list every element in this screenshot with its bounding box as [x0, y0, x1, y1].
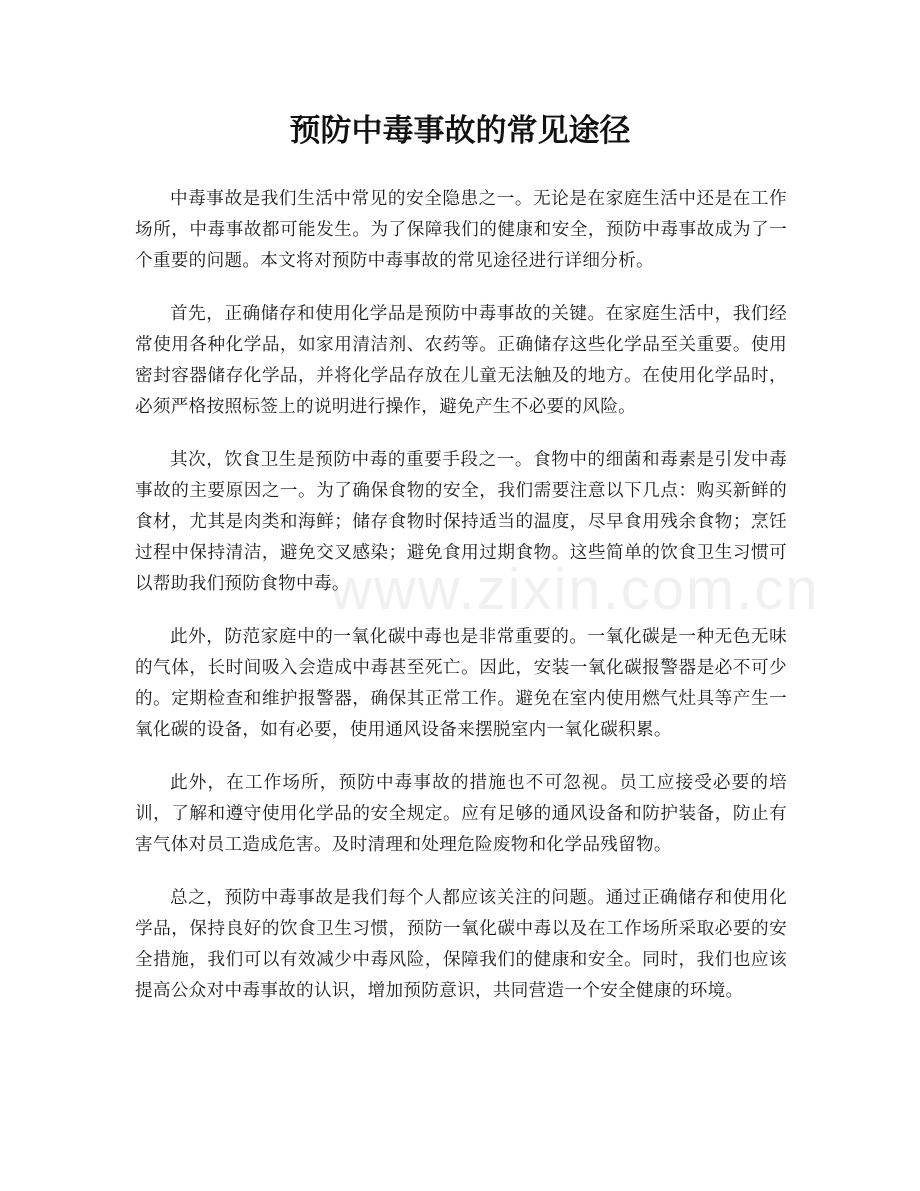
paragraph-food-hygiene: 其次，饮食卫生是预防中毒的重要手段之一。食物中的细菌和毒素是引发中毒事故的主要原因之一。为了确保食物的安全，我们需要注意以下几点：购买新鲜的食材，尤其是肉类和海鲜；储存食物时保持适当的温度，尽早食用残余食物；烹饪过程中保持清洁，避免交叉感染；避免食用过期食物。这些简单的饮食卫生习惯可以帮助我们预防食物中毒。 [135, 450, 787, 594]
document-title: 预防中毒事故的常见途径 [289, 113, 631, 149]
paragraph-intro: 中毒事故是我们生活中常见的安全隐患之一。无论是在家庭生活中还是在工作场所，中毒事故都可能发生。为了保障我们的健康和安全，预防中毒事故成为了一个重要的问题。本文将对预防中毒事故的常见途径进行详细分析。 [135, 189, 787, 271]
watermark: www.zixin.com.cn [330, 557, 820, 622]
paragraph-conclusion: 总之，预防中毒事故是我们每个人都应该关注的问题。通过正确储存和使用化学品，保持良好的饮食卫生习惯，预防一氧化碳中毒以及在工作场所采取必要的安全措施，我们可以有效减少中毒风险，保障我们的健康和安全。同时，我们也应该提高公众对中毒事故的认识，增加预防意识，共同营造一个安全健康的环境。 [135, 888, 787, 1001]
paragraph-workplace: 此外，在工作场所，预防中毒事故的措施也不可忽视。员工应接受必要的培训，了解和遵守使用化学品的安全规定。应有足够的通风设备和防护装备，防止有害气体对员工造成危害。及时清理和处理危险废物和化学品残留物。 [135, 773, 787, 855]
document-body [135, 184, 787, 1029]
paragraph-carbon-monoxide: 此外，防范家庭中的一氧化碳中毒也是非常重要的。一氧化碳是一种无色无味的气体，长时间吸入会造成中毒甚至死亡。因此，安装一氧化碳报警器是必不可少的。定期检查和维护报警器，确保其正常工作。避免在室内使用燃气灶具等产生一氧化碳的设备，如有必要，使用通风设备来摆脱室内一氧化碳积累。 [135, 627, 787, 740]
paragraph-chemicals: 首先，正确储存和使用化学品是预防中毒事故的关键。在家庭生活中，我们经常使用各种化学品，如家用清洁剂、农药等。正确储存这些化学品至关重要。使用密封容器储存化学品，并将化学品存放在儿童无法触及的地方。在使用化学品时，必须严格按照标签上的说明进行操作，避免产生不必要的风险。 [135, 304, 787, 417]
